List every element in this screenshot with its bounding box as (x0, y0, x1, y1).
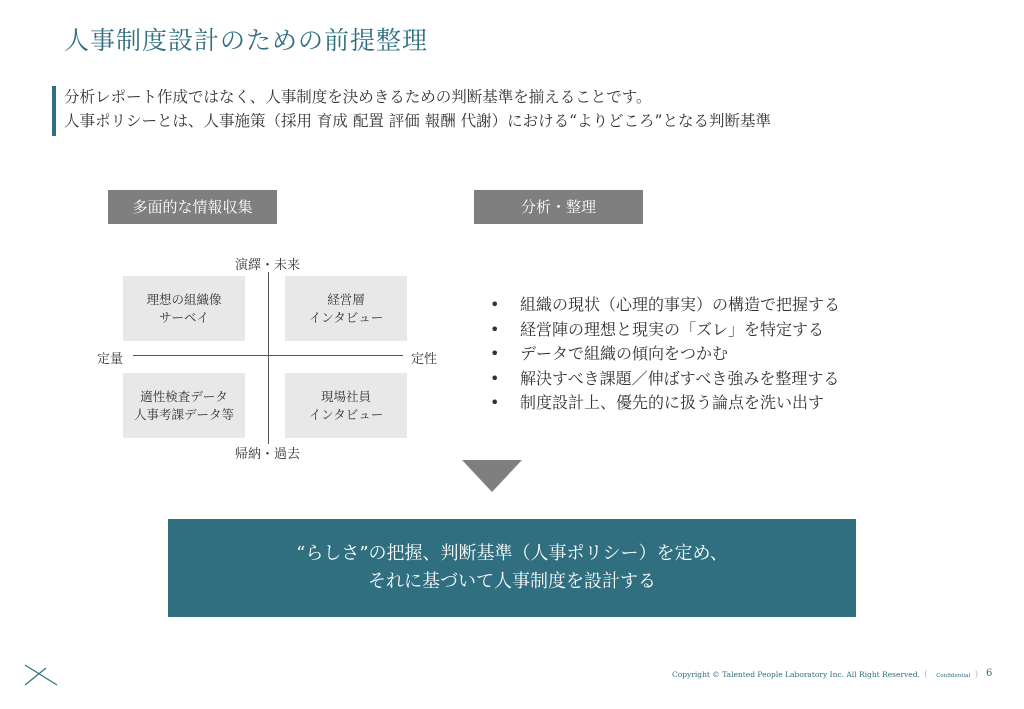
quadrant-text: 人事考課データ等 (133, 406, 234, 422)
axis-label-bottom: 帰納・過去 (235, 447, 301, 462)
quadrant-text: 適性検査データ (140, 388, 228, 404)
page-number: 6 (986, 668, 993, 679)
analysis-bullet-list (490, 293, 840, 416)
intro-accent-bar (52, 86, 56, 136)
down-triangle-arrow-icon (462, 460, 522, 492)
intro-line-1: 分析レポート作成ではなく、人事制度を決めきるための判断基準を揃えることです。 (64, 88, 652, 106)
confidential-label: Confidential (936, 673, 971, 679)
quadrant-bottom-left (123, 373, 245, 438)
quadrant-text: 理想の組織像 (146, 291, 222, 307)
bullet-item: • 解決すべき課題／伸ばすべき強みを整理する (490, 367, 840, 392)
matrix-vertical-axis (268, 272, 269, 444)
conclusion-line-1: “らしさ”の把握、判断基準（人事ポリシー）を定め、 (296, 543, 728, 564)
copyright-text: Copyright © Talented People Laboratory Inc. All Right Reserved. (672, 670, 920, 679)
crossed-lines-logo-icon (24, 664, 58, 686)
bracket-close: ) (974, 670, 979, 680)
bullet-item: • 制度設計上、優先的に扱う論点を洗い出す (490, 391, 840, 416)
axis-label-right: 定性 (411, 352, 438, 367)
quadrant-text: インタビュー (308, 406, 384, 422)
page-title: 人事制度設計のための前提整理 (64, 26, 429, 55)
footer (672, 670, 980, 680)
quadrant-text: 現場社員 (320, 388, 371, 404)
axis-label-top: 演繹・未来 (235, 258, 301, 273)
bullet-item: • データで組織の傾向をつかむ (490, 342, 840, 367)
quadrant-text: インタビュー (308, 309, 384, 325)
bullet-item: • 経営陣の理想と現実の「ズレ」を特定する (490, 318, 840, 343)
intro-line-2: 人事ポリシーとは、人事施策（採用 育成 配置 評価 報酬 代謝）における“よりどころ”となる判断基準 (64, 112, 771, 130)
bracket-open: ( (924, 670, 928, 680)
quadrant-text: サーベイ (158, 309, 209, 325)
quadrant-text: 経営層 (327, 291, 365, 307)
quadrant-top-left (123, 276, 245, 341)
intro-text (64, 85, 771, 133)
axis-label-left: 定量 (97, 352, 124, 367)
quadrant-top-right (285, 276, 407, 341)
analysis-header: 分析・整理 (474, 190, 643, 224)
quadrant-bottom-right (285, 373, 407, 438)
conclusion-box (168, 519, 856, 617)
conclusion-line-2: それに基づいて人事制度を設計する (368, 571, 656, 592)
matrix-horizontal-axis (133, 355, 403, 356)
bullet-item: • 組織の現状（心理的事実）の構造で把握する (490, 293, 840, 318)
info-collection-header: 多面的な情報収集 (108, 190, 277, 224)
